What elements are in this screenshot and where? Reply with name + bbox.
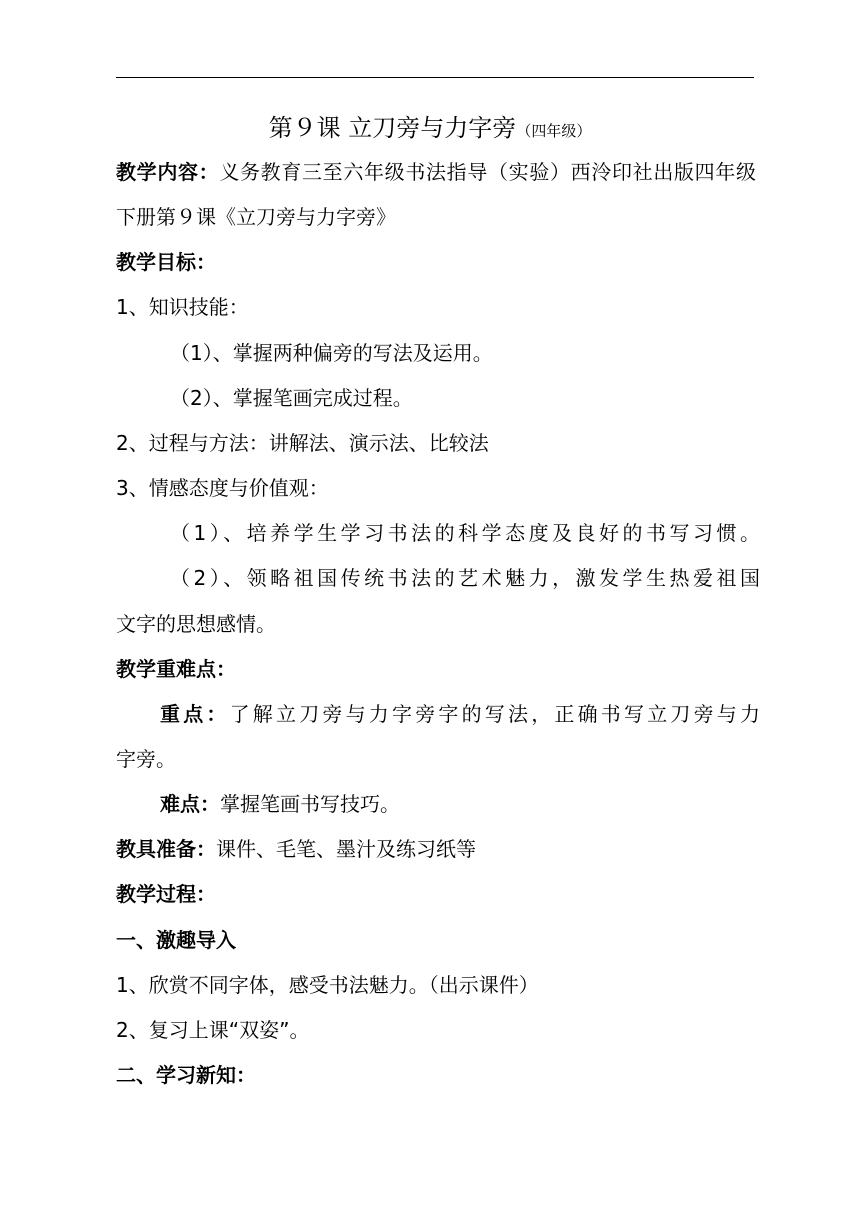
key-point-text-2: 字旁。: [116, 747, 176, 771]
goal-item-3-2-cont: 文字的思想感情。: [116, 612, 276, 636]
difficulty-label: 难点：: [160, 792, 220, 816]
difficulty-text: 掌握笔画书写技巧。: [220, 792, 400, 816]
key-point-label: 重点：: [160, 702, 230, 726]
goal-item-1-1: （1）、掌握两种偏旁的写法及运用。: [170, 341, 493, 365]
goal-item-1-2: （2）、掌握笔画完成过程。: [170, 386, 413, 410]
difficulty-line: [160, 790, 760, 818]
keypoints-heading: 教学重难点：: [116, 657, 236, 681]
content-label: 教学内容：: [116, 160, 220, 184]
key-point-line-1: [160, 700, 760, 728]
header-rule: [116, 77, 754, 78]
section-2-heading: 二、学习新知：: [116, 1063, 256, 1087]
goal-item-3-1: （1）、培养学生学习书法的科学态度及良好的书写习惯。: [170, 521, 760, 545]
title-main: 第９课 立刀旁与力字旁: [268, 114, 517, 142]
content-line-1: [116, 158, 756, 186]
goals-heading: 教学目标：: [116, 250, 216, 274]
section-1-heading: 一、激趣导入: [116, 928, 236, 952]
section-1-item-2: 2、复习上课“双姿”。: [116, 1018, 310, 1042]
key-point-text-1: 了解立刀旁与力字旁字的写法，正确书写立刀旁与力: [229, 702, 761, 726]
goal-item-2: 2、过程与方法：讲解法、演示法、比较法: [116, 431, 489, 455]
section-1-item-1: 1、欣赏不同字体，感受书法魅力。（出示课件）: [116, 973, 539, 997]
title-grade: （四年级）: [516, 122, 592, 140]
process-heading: 教学过程：: [116, 882, 216, 906]
goal-item-3: 3、情感态度与价值观：: [116, 476, 329, 500]
content-text-2: 下册第９课《立刀旁与力字旁》: [116, 205, 396, 229]
lesson-title: [0, 113, 860, 146]
tools-label: 教具准备：: [116, 837, 216, 861]
tools-text: 课件、毛笔、墨汁及练习纸等: [216, 837, 476, 861]
goal-item-3-2: （2）、领略祖国传统书法的艺术魅力，激发学生热爱祖国: [170, 566, 760, 590]
goal-item-1: 1、知识技能：: [116, 295, 249, 319]
content-text-1: 义务教育三至六年级书法指导（实验）西泠印社出版四年级: [219, 160, 757, 184]
tools-line: [116, 835, 756, 863]
